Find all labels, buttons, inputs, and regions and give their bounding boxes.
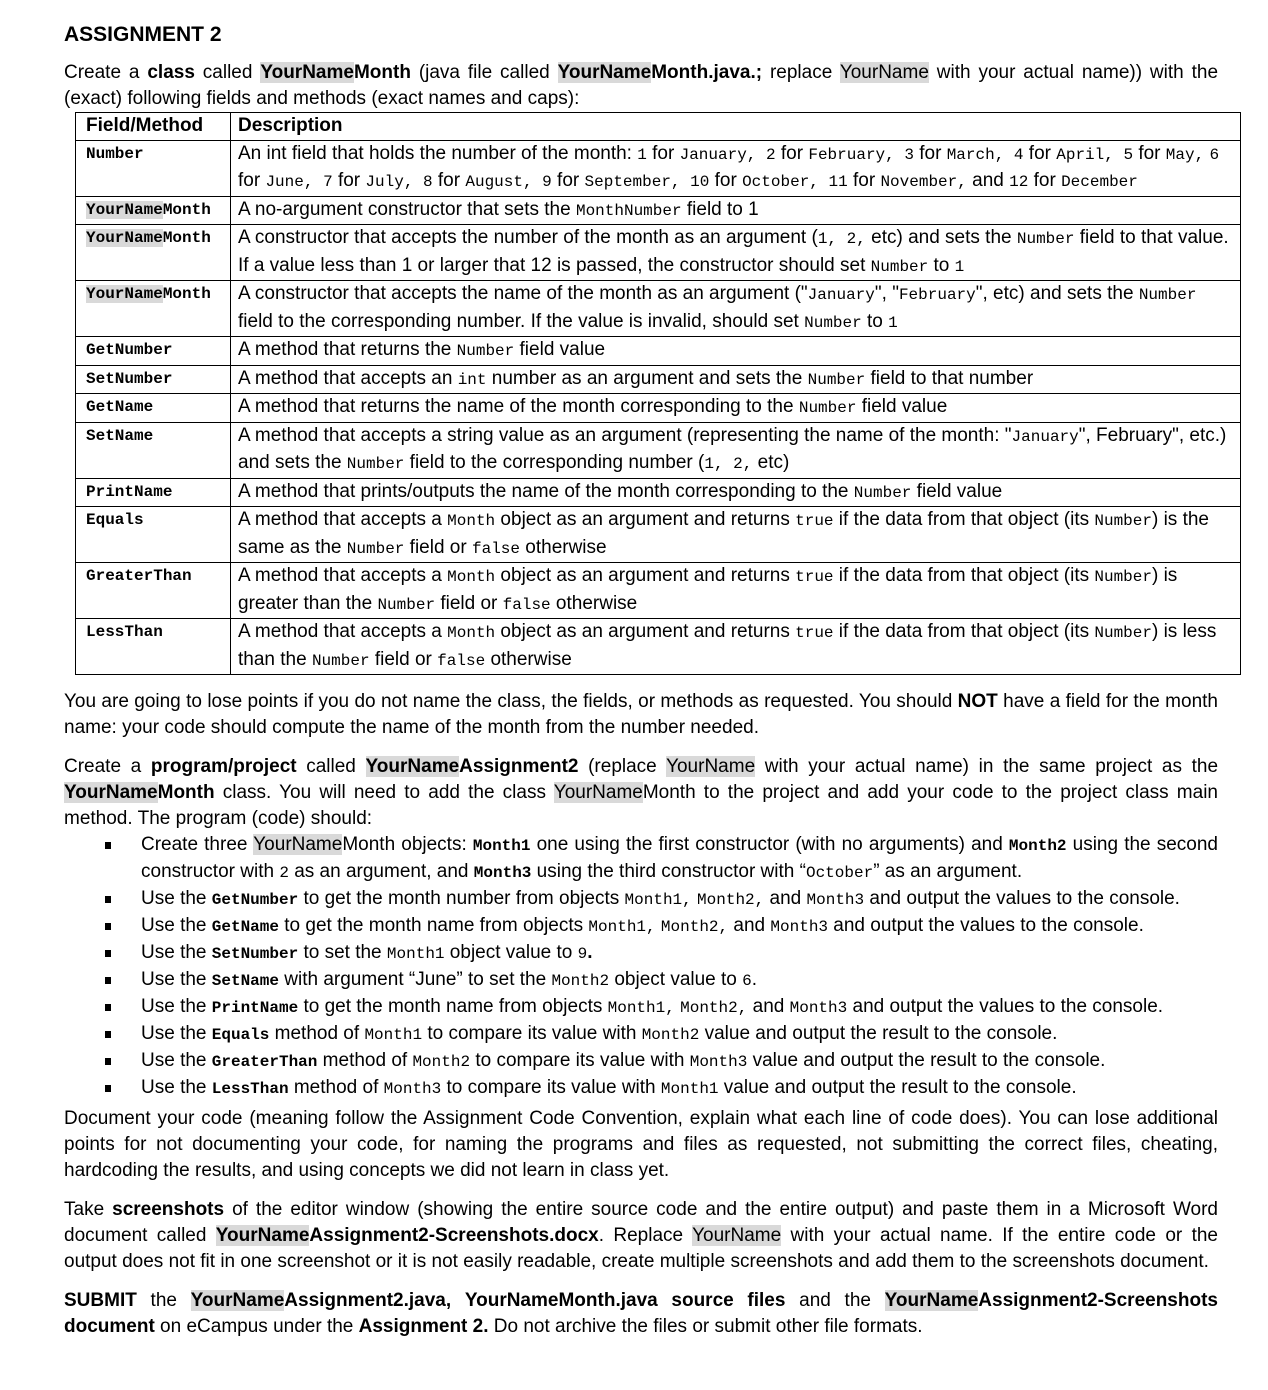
code: Month [447,568,496,586]
text-bold: Assignment 2. [358,1316,489,1337]
code: Month3 [789,999,848,1017]
text: with your actual name. If the entire code or the output does not fit in one screenshot or it is not easily readable, create multiple screenshots and add them to the screenshots document. [64,1225,1218,1272]
text-bold: screenshots [112,1199,225,1220]
code: Number [1094,512,1152,530]
text: A method that returns the [238,339,457,360]
text: ", etc) and sets the [975,283,1139,304]
code: Number [853,483,912,502]
text: A constructor that accepts the name of the month as an argument (" [238,283,808,304]
text: Month [162,285,211,303]
code: May, [1165,145,1205,164]
text: for [332,170,366,191]
row-name: GetName [76,394,231,423]
code: 9 [532,173,552,191]
code: 5 [1113,145,1134,164]
text: on eCampus under the [154,1316,359,1337]
text: for [1023,142,1057,164]
code: Month1, [588,918,656,936]
code: GetName [211,918,279,936]
list-item [141,1021,1218,1048]
code: April, [1056,145,1114,164]
text: Do not archive the files or submit other file formats. [488,1316,923,1337]
steps-list [64,832,1218,1102]
code: Month1 [364,1026,423,1044]
text: Use the [141,996,212,1017]
code: January [807,286,875,304]
text: object value to [609,969,743,990]
text: field to 1 [681,198,759,220]
table-row [76,507,1241,563]
code: March, [946,145,1005,164]
code: July, [365,173,414,191]
yourname-highlight: YourName [86,229,163,247]
text: and [764,888,807,909]
text: replace [762,62,840,83]
text: A method that prints/outputs the name of the month corresponding to the [238,480,854,502]
code: 1 [888,313,898,332]
text: with your actual name)) with the (exact) following fields and methods (exact names and caps): [64,62,1219,109]
text: method of [269,1023,365,1044]
text: ", " [874,283,899,304]
text: and [966,170,1010,191]
table-row [76,365,1241,394]
header-field-method: Field/Method [76,113,231,141]
text: otherwise [550,592,638,614]
text: Use the [141,1050,212,1071]
table-header-row [76,113,1241,141]
code: false [437,651,486,670]
code: SetNumber [211,945,299,963]
code: true [795,624,834,642]
code: December [1061,173,1138,191]
code: 8 [413,173,433,191]
text: object as an argument and returns [495,621,796,642]
text: Use the [141,942,212,963]
table-row [76,140,1241,196]
code: 12 [1009,173,1029,191]
text: to set the [298,942,387,963]
table-row [76,478,1241,507]
row-name [76,281,231,337]
row-name: Number [76,140,231,196]
yourname-highlight: YourName [692,1225,782,1246]
text [451,1290,465,1311]
code: Month1 [472,837,531,855]
yourname-highlight: YourName [666,756,756,777]
table-row [76,196,1241,225]
text: and output the values to the console. [828,915,1144,936]
text: to get the month name from objects [298,996,608,1017]
text: otherwise [520,536,607,558]
text: A method that accepts a [238,621,448,642]
yourname-highlight: YourName [884,1290,979,1311]
code: MonthNumber [575,201,682,220]
text: for [646,142,680,164]
code: Month1 [660,1080,719,1098]
text: A constructor that accepts the number of the month as an argument ( [238,227,818,248]
text: (replace [578,756,667,777]
code: 10 [680,173,710,191]
row-name: GreaterThan [76,563,231,619]
yourname-highlight: YourName [86,200,163,219]
text: for [238,170,266,191]
text: number as an argument and sets the [486,367,808,389]
list-item [141,940,1218,967]
text: with argument “June” to set the [278,969,552,990]
text: Create a [64,62,148,83]
row-description [231,281,1241,337]
list-item [141,967,1218,994]
text: to [928,254,955,276]
code: false [502,595,551,614]
code: Number [1094,568,1152,586]
text: etc) and sets the [865,227,1017,248]
table-row [76,422,1241,478]
row-description [231,140,1241,196]
list-item [141,886,1218,913]
text: (java file called [410,62,558,83]
text: of the editor window (showing the entire source code and the entire output) and paste them in a Microsoft Word document called [64,1199,1218,1246]
code: SetName [211,972,279,990]
code: Number [311,651,370,670]
text: Month to the project and add your code to the project class main method. The program (code) should: [64,782,1218,829]
text: value and output the result to the console. [718,1077,1077,1098]
text: ) is less than the [238,621,1217,670]
text: . [751,969,758,990]
table-row [76,281,1241,337]
row-name: PrintName [76,478,231,507]
list-item [141,1075,1218,1102]
table-row [76,394,1241,423]
row-name: Equals [76,507,231,563]
text: ", February", etc.) and sets the [238,424,1227,473]
code: Month1, [624,891,692,909]
code: January, [679,145,757,164]
code: Month3 [383,1080,442,1098]
text: A method that accepts a string value as an argument (representing the name of the month: " [238,424,1012,446]
text: Use the [141,1023,212,1044]
code: Month3 [770,918,829,936]
code: Month2, [680,999,748,1017]
code: 11 [818,173,848,191]
header-description: Description [231,113,1241,141]
code: 1, 2, [704,455,753,473]
row-name: SetName [76,422,231,478]
code: Number [798,399,857,417]
text: . Replace [598,1225,693,1246]
row-description [231,337,1241,366]
text: for [432,170,466,191]
code: 9 [577,945,588,963]
code: 6 [742,972,752,990]
text: field to the corresponding number ( [404,452,705,473]
text: for [1028,170,1062,191]
table-row [76,337,1241,366]
code: Number [1138,286,1197,304]
text: field to that number [865,367,1034,389]
table-row [76,563,1241,619]
row-description [231,365,1241,394]
code: PrintName [211,999,299,1017]
text-bold: NOT [957,691,998,712]
table-row [76,225,1241,281]
text: Create three [141,834,254,855]
code: October, [742,173,819,191]
code: August, [465,173,533,191]
code: true [795,568,834,586]
code: Number [346,539,405,558]
text: field or [369,648,438,670]
text: otherwise [485,648,572,670]
text-bold: Month.java.; [651,62,763,83]
text-bold: Assignment2-Screenshots document [64,1290,1218,1337]
text: to [861,310,889,332]
yourname-highlight: YourName [557,62,652,83]
list-item [141,832,1218,886]
text: with your actual name) in the same project as the [755,756,1219,777]
text: for [847,170,881,191]
text: Use the [141,969,212,990]
text: if the data from that object (its [833,565,1095,586]
row-name: LessThan [76,619,231,675]
code: 2 [279,864,289,882]
code: Month2 [551,972,610,990]
text: A no-argument constructor that sets the [238,198,576,220]
code: 2 [756,145,776,164]
text: object value to [444,942,578,963]
row-description [231,225,1241,281]
text: field to that value. If a value less than 1 or larger that 12 is passed, the constructor should set [238,227,1229,276]
text: and [747,996,790,1017]
code: true [795,512,834,530]
code: Month2 [412,1053,471,1071]
text: field or [404,536,472,558]
text: Use the [141,888,212,909]
text: and output the values to the console. [864,888,1180,909]
yourname-highlight: YourName [215,1225,310,1246]
code: Month2 [1008,837,1067,855]
list-item [141,1048,1218,1075]
row-description [231,619,1241,675]
text: using the second constructor with [141,834,1218,882]
code: Month3 [806,891,865,909]
code: Number [346,455,405,473]
yourname-text: YourName [464,1290,559,1311]
text: Month objects: [342,834,473,855]
text: Use the [141,1077,212,1098]
program-paragraph [64,754,1218,832]
text: object as an argument and returns [495,509,796,530]
yourname-highlight: YourName [64,782,158,803]
text: for [775,142,809,164]
text: field value [514,339,606,360]
code: June, [265,173,314,191]
text: to compare its value with [441,1077,661,1098]
code: 4 [1004,145,1024,164]
code: int [457,370,487,389]
row-name [76,196,231,225]
code: 1 [637,145,647,164]
text: A method that accepts an [238,367,458,389]
code: October [805,864,874,882]
row-name [76,225,231,281]
text: You are going to lose points if you do not name the class, the fields, or methods as requested. You should [64,691,958,712]
text-bold: Assignment2.java, [284,1290,452,1311]
text: method of [288,1077,384,1098]
code: GreaterThan [211,1053,318,1071]
text: as an argument, and [288,861,474,882]
row-description [231,478,1241,507]
text: An int field that holds the number of the month: [238,142,638,164]
text: ) is the same as the [238,509,1210,558]
code: Equals [211,1026,270,1044]
text-bold: Month [157,782,215,803]
code: Month3 [473,864,532,882]
text: field value [856,396,948,417]
code: Number [456,342,515,360]
text: called [194,62,261,83]
code: January [1011,427,1079,446]
text: for [551,170,585,191]
text: field or [435,592,503,614]
code: 3 [894,145,914,164]
code: Month2, [660,918,729,936]
text: Use the [141,915,212,936]
text-bold: Month.java source files [558,1290,786,1311]
code: February [898,286,976,304]
code: Month1, [607,999,675,1017]
text: using the third constructor with “ [531,861,806,882]
text: Month [162,200,211,219]
code: February, [808,145,895,164]
text: ) is greater than the [238,565,1178,614]
list-item [141,913,1218,940]
text: and the [785,1290,885,1311]
text: A method that accepts a [238,565,448,586]
text-bold: program/project [150,756,297,777]
code: Month3 [689,1053,748,1071]
submit-paragraph [64,1288,1218,1340]
text: for [1133,142,1166,164]
row-description [231,422,1241,478]
intro-paragraph [64,60,1218,112]
text: etc) [752,452,790,473]
text: if the data from that object (its [833,621,1095,642]
text: . [587,942,593,963]
code: Month2 [641,1026,700,1044]
code: Number [1016,230,1075,248]
text: Create a [64,756,151,777]
yourname-highlight: YourName [253,834,343,855]
text: for [709,170,743,191]
yourname-highlight: YourName [365,756,460,777]
row-description [231,394,1241,423]
text: method of [317,1050,413,1071]
yourname-highlight: YourName [260,62,354,83]
code: Month [447,512,496,530]
code: 7 [313,173,333,191]
code: LessThan [211,1080,289,1098]
row-description [231,563,1241,619]
text: A method that accepts a [238,509,448,530]
row-description [231,196,1241,225]
text: to compare its value with [470,1050,690,1071]
text-bold: class [147,62,195,83]
text: the [136,1290,191,1311]
text: to get the month name from objects [278,915,589,936]
code: false [471,539,520,558]
text: class. You will need to add the class [214,782,554,803]
page-title: ASSIGNMENT 2 [64,23,222,46]
code: Month2, [697,891,765,909]
code: Number [807,370,866,389]
code: November, [880,173,967,191]
text: to get the month number from objects [298,888,625,909]
text-bold: Month [353,62,411,83]
text: field to the corresponding number. If the value is invalid, should set [238,310,805,332]
yourname-highlight: YourName [553,782,643,803]
code: September, [584,173,681,191]
code: GetNumber [211,891,299,909]
text: for [913,142,947,164]
code: 1 [954,257,965,276]
row-description [231,507,1241,563]
text: object as an argument and returns [495,565,796,586]
text: value and output the result to the console. [699,1023,1058,1044]
code: Number [870,257,929,276]
table-row [76,619,1241,675]
text-bold: Assignment2-Screenshots.docx [309,1225,599,1246]
text: to compare its value with [422,1023,642,1044]
documentation-paragraph: Document your code (meaning follow the Assignment Code Convention, explain what each line of code does). You can lose additional points for not documenting your code, for naming the programs and files as requested, not submitting the correct files, cheating, hardcoding the results, and using concepts we did not learn in class yet. [64,1108,1218,1181]
fields-methods-table [75,112,1241,675]
code: Month1 [386,945,445,963]
yourname-highlight: YourName [86,285,163,303]
code: 6 [1209,145,1220,164]
text: one using the first constructor (with no arguments) and [530,834,1009,855]
text: field value [911,480,1003,502]
text-bold: SUBMIT [64,1290,137,1311]
yourname-highlight: YourName [839,62,929,83]
row-name: GetNumber [76,337,231,366]
row-name: SetNumber [76,365,231,394]
list-item [141,994,1218,1021]
code: Number [804,313,862,332]
text: and [728,915,771,936]
text: Month [162,229,211,247]
code: 1, 2, [817,230,866,248]
warning-paragraph [64,689,1218,741]
code: Month [447,624,496,642]
text: and output the values to the console. [847,996,1164,1017]
yourname-highlight: YourName [190,1290,285,1311]
code: Number [377,595,436,614]
screenshots-paragraph [64,1197,1218,1275]
text: called [296,756,366,777]
text-bold: Assignment2 [459,756,579,777]
text: if the data from that object (its [833,509,1095,530]
text: A method that returns the name of the month corresponding to the [238,396,799,417]
code: Number [1094,624,1152,642]
text: Take [64,1199,113,1220]
text: have a field for the month name: your code should compute the name of the month from the number needed. [64,691,1218,738]
text: value and output the result to the console. [747,1050,1106,1071]
text: ” as an argument. [873,861,1023,882]
